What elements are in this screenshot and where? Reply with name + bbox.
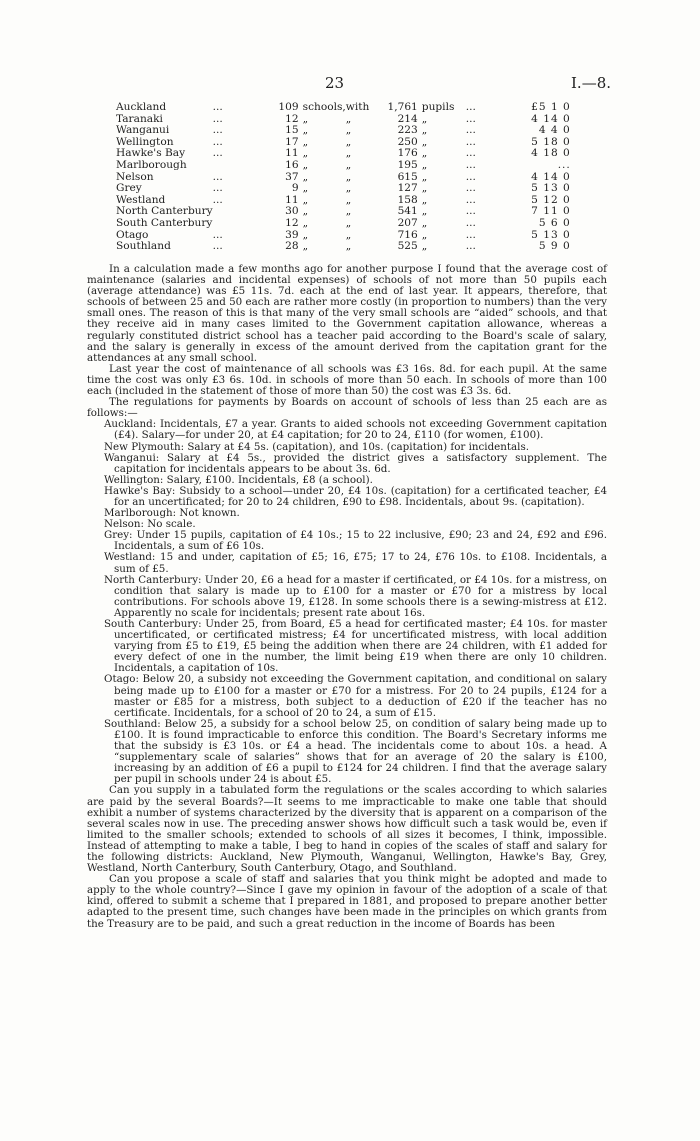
- leader-dots: ...: [212, 101, 223, 113]
- leader-dots: ...: [465, 216, 476, 229]
- pupils-word: „: [421, 182, 428, 195]
- district-name: Auckland: [116, 101, 167, 113]
- school-count: 11: [285, 147, 299, 160]
- pupil-count: 207: [397, 216, 418, 229]
- pupils-word: „: [421, 170, 428, 183]
- school-count: 15: [285, 124, 299, 137]
- cost-per-pupil: 7 11 0: [531, 205, 571, 218]
- leader-dots: ...: [465, 182, 476, 195]
- paragraph-question-tabulated: Can you supply in a tabulated form the regulations or the scales according to which salaries are paid by the several Boards?—It seems to me impracticable to make one table that should exhibit a number of systems characterized by the diversity that is apparent on a comparison of the several scales now in use. The preceding answer shows how difficult such a task would be, even if limited to the smaller schools; extended to schools of all sizes it becomes, I think, impossible. Instead of attempting to make a table, I beg to hand in copies of the scales of staff and salary for the following districts: Auckland, New Plymouth, Wanganui, Wellington, Hawke's Bay, Grey, Westland, North Canterbury, South Canterbury, Otago, and Southland.: [87, 784, 607, 875]
- pupil-count: 158: [397, 193, 418, 206]
- school-count: 17: [285, 135, 299, 148]
- pupils-word: „: [421, 216, 428, 229]
- leader-dots: ...: [212, 193, 223, 206]
- table-row: [116, 218, 571, 230]
- leader-dots: ...: [212, 112, 223, 125]
- leader-dots: ...: [212, 228, 223, 241]
- with-word: „: [345, 158, 352, 171]
- leader-dots: ...: [212, 135, 223, 148]
- table-row: [116, 183, 571, 195]
- schools-word: „: [302, 124, 309, 137]
- schools-word: „: [302, 158, 309, 171]
- pupils-word: „: [421, 135, 428, 148]
- table-row: [116, 160, 571, 172]
- document-reference: I.—8.: [571, 74, 612, 92]
- pupil-count: 127: [397, 182, 418, 195]
- pupil-count: 250: [397, 135, 418, 148]
- leader-dots: [213, 218, 265, 230]
- pupil-count: 1,761: [387, 101, 418, 113]
- regulation-item: Wanganui: Salary at £4 5s., provided the district gives a satisfactory supplement. The capitation for incidentals appears to be about 3s. 6d.: [104, 451, 607, 475]
- with-word: „: [345, 182, 352, 195]
- regulation-item: South Canterbury: Under 25, from Board, £5 a head for certificated master; £4 10s. for master uncertificated, or certificated mistress; £4 for uncertificated mistress, with local addition varying from £5 to £19, £5 being the addition when there are 24 children, with £1 added for every defect of one in the number, the limit being £19 when there are only 10 children. Incidentals, a capitation of 10s.: [104, 618, 607, 675]
- district-name: Westland: [116, 193, 166, 206]
- schools-word: „: [302, 205, 309, 218]
- paragraph-average-cost: In a calculation made a few months ago for another purpose I found that the average cost of maintenance (salaries and incidental expenses) of schools of not more than 50 pupils each (average attendance) was £5 11s. 7d. each at the end of last year. It appears, therefore, that schools of between 25 and 50 each are rather more costly (in proportion to numbers) than the very small ones. The reason of this is that many of the very small schools are “aided” schools, and that they receive aid in many cases limited to the Government capitation allowance, whereas a regularly constituted district school has a teacher paid according to the Board's scale of salary, and the salary is generally in excess of the amount derived from the capitation grant for the attendances at any small school.: [87, 263, 607, 364]
- leader-dots: ...: [465, 101, 476, 113]
- regulation-item: Grey: Under 15 pupils, capitation of £4 10s.; 15 to 22 inclusive, £90; 23 and 24, £92 and £96. Incidentals, a sum of £6 10s.: [104, 529, 607, 553]
- body-text: [87, 264, 607, 930]
- district-name: Otago: [116, 228, 149, 241]
- school-count: 12: [285, 216, 299, 229]
- with-word: „: [345, 216, 352, 229]
- pupil-count: 223: [397, 124, 418, 137]
- regulation-item: Otago: Below 20, a subsidy not exceeding the Government capitation, and conditional on salary being made up to £100 for a master or £70 for a mistress. For 20 to 24 pupils, £124 for a master or £85 for a mistress, both subject to a deduction of £20 if the teacher has no certificate. Incidentals, for a school of 20 to 24, a sum of £15.: [104, 673, 607, 719]
- schools-word: „: [302, 112, 309, 125]
- district-name: Wanganui: [116, 124, 170, 137]
- pupils-word: „: [421, 158, 428, 171]
- cost-per-pupil: 4 18 0: [531, 147, 571, 160]
- leader-dots: ...: [465, 193, 476, 206]
- cost-per-pupil: 5 9 0: [538, 240, 571, 253]
- regulation-item: New Plymouth: Salary at £4 5s. (capitation), and 10s. (capitation) for incidentals.: [104, 440, 530, 453]
- pupils-word: „: [421, 228, 428, 241]
- pupils-word: „: [421, 112, 428, 125]
- schools-cost-table-body: [116, 102, 571, 253]
- with-word: with: [345, 101, 370, 113]
- with-word: „: [345, 112, 352, 125]
- school-count: 30: [285, 205, 299, 218]
- leader-dots: ...: [465, 205, 476, 218]
- with-word: „: [345, 240, 352, 253]
- cost-per-pupil: 4 4 0: [538, 124, 571, 137]
- leader-dots: [213, 206, 265, 218]
- schools-word: „: [302, 170, 309, 183]
- leader-dots: ...: [465, 170, 476, 183]
- leader-dots: ...: [212, 124, 223, 137]
- pupils-word: „: [421, 147, 428, 160]
- cost-per-pupil: 4 14 0: [531, 112, 571, 125]
- cost-per-pupil: 5 13 0: [531, 228, 571, 241]
- leader-dots: ...: [465, 228, 476, 241]
- with-word: „: [345, 124, 352, 137]
- schools-word: „: [302, 228, 309, 241]
- leader-dots: ...: [465, 124, 476, 137]
- district-name: Southland: [116, 240, 171, 253]
- table-row: [116, 114, 571, 126]
- regulation-item: Marlborough: Not known.: [104, 507, 240, 520]
- regulation-item: Southland: Below 25, a subsidy for a school below 25, on condition of salary being made up to £100. It is found impracticable to enforce this condition. The Board's Secretary informs me that the subsidy is £3 10s. or £4 a head. The incidentals come to about 10s. a head. A “supplementary scale of salaries” shows that for an average of 20 the salary is £100, increasing by an addition of £6 a pupil to £124 for 24 children. I find that the average salary per pupil in schools under 24 is about £5.: [104, 717, 607, 786]
- cost-per-pupil: 4 14 0: [531, 170, 571, 183]
- cost-per-pupil: 5 6 0: [538, 216, 571, 229]
- school-count: 37: [285, 170, 299, 183]
- with-word: „: [345, 228, 352, 241]
- schools-word: „: [302, 240, 309, 253]
- school-count: 12: [285, 112, 299, 125]
- pupils-word: „: [421, 124, 428, 137]
- schools-word: „: [302, 216, 309, 229]
- schools-word: „: [302, 135, 309, 148]
- paragraph-cost-maintenance: Last year the cost of maintenance of all schools was £3 16s. 8d. for each pupil. At the same time the cost was only £3 6s. 10d. in schools of more than 50 each. In schools of more than 100 each (included in the statement of those of more than 50) the cost was £3 3s. 6d.: [87, 362, 607, 398]
- school-count: 28: [285, 240, 299, 253]
- cost-per-pupil: 5 18 0: [531, 135, 571, 148]
- paragraph-regulations-intro: The regulations for payments by Boards on account of schools of less than 25 each are as follows:—: [87, 396, 607, 420]
- pupils-word: „: [421, 193, 428, 206]
- school-count: 16: [285, 158, 299, 171]
- schools-word: „: [302, 182, 309, 195]
- schools-cost-table: [116, 102, 571, 253]
- pupil-count: 195: [397, 158, 418, 171]
- leader-dots: [213, 160, 265, 172]
- schools-word: „: [302, 193, 309, 206]
- regulation-item: Wellington: Salary, £100. Incidentals, £8 (a school).: [104, 473, 373, 486]
- leader-dots: ...: [465, 135, 476, 148]
- regulation-item: Nelson: No scale.: [104, 518, 196, 531]
- regulation-item: North Canterbury: Under 20, £6 a head for a master if certificated, or £4 10s. for a mistress, on condition that salary is made up to £100 for a master or £70 for a mistress by local contributions. For schools above 19, £128. In some schools there is a sewing-mistress at £12. Apparently no scale for incidentals; present rate about 16s.: [104, 573, 607, 619]
- pupil-count: 176: [397, 147, 418, 160]
- leader-dots: ...: [465, 158, 476, 171]
- table-row: [116, 172, 571, 184]
- with-word: „: [345, 170, 352, 183]
- district-name: Marlborough: [116, 158, 187, 171]
- school-count: 9: [291, 182, 299, 195]
- leader-dots: ...: [212, 182, 223, 195]
- cost-per-pupil: 5 12 0: [531, 193, 571, 206]
- pupils-word: „: [421, 240, 428, 253]
- school-count: 39: [285, 228, 299, 241]
- regulations-list: [87, 419, 607, 785]
- district-name: North Canterbury: [116, 205, 213, 218]
- cost-per-pupil: ...: [557, 158, 571, 171]
- pupil-count: 214: [397, 112, 418, 125]
- district-name: Wellington: [116, 135, 174, 148]
- school-count: 11: [285, 193, 299, 206]
- leader-dots: ...: [212, 240, 223, 253]
- paragraph-question-scale: Can you propose a scale of staff and salaries that you think might be adopted and made to apply to the whole country?—Since I gave my opinion in favour of the adoption of a scale of that kind, offered to submit a scheme that I prepared in 1881, and proposed to prepare another better adapted to the present time, such changes have been made in the principles on which grants from the Treasury are to be paid, and such a great reduction in the income of Boards has been: [87, 873, 607, 930]
- pupil-count: 615: [397, 170, 418, 183]
- pupil-count: 716: [397, 228, 418, 241]
- district-name: Grey: [116, 182, 142, 195]
- table-row: [116, 125, 571, 137]
- table-row: [116, 230, 571, 242]
- district-name: Taranaki: [116, 112, 163, 125]
- regulation-item: Auckland: Incidentals, £7 a year. Grants to aided schools not exceeding Government capitation (£4). Salary—for under 20, at £4 capitation; for 20 to 24, £110 (for women, £100).: [104, 418, 607, 442]
- school-count: 109: [278, 101, 299, 113]
- leader-dots: ...: [465, 240, 476, 253]
- pupil-count: 541: [397, 205, 418, 218]
- regulation-item: Hawke's Bay: Subsidy to a school—under 20, £4 10s. (capitation) for a certificated teacher, £4 for an uncertificated; for 20 to 24 children, £90 to £98. Incidentals, about 9s. (capitation).: [104, 484, 607, 508]
- leader-dots: ...: [465, 147, 476, 160]
- cost-per-pupil: 5 13 0: [531, 182, 571, 195]
- table-row: [116, 241, 571, 253]
- with-word: „: [345, 147, 352, 160]
- leader-dots: ...: [212, 170, 223, 183]
- with-word: „: [345, 205, 352, 218]
- district-name: Nelson: [116, 170, 154, 183]
- pupils-word: pupils: [421, 101, 455, 113]
- cost-per-pupil: £5 1 0: [531, 101, 571, 113]
- regulation-item: Westland: 15 and under, capitation of £5; 16, £75; 17 to 24, £76 10s. to £108. Incidentals, a sum of £5.: [104, 551, 607, 575]
- pupils-word: „: [421, 205, 428, 218]
- district-name: South Canterbury: [116, 216, 213, 229]
- schools-word: schools,: [302, 101, 346, 113]
- table-row: [116, 102, 571, 114]
- with-word: „: [345, 193, 352, 206]
- pupil-count: 525: [397, 240, 418, 253]
- with-word: „: [345, 135, 352, 148]
- leader-dots: ...: [212, 147, 223, 160]
- page-number: 23: [325, 74, 345, 92]
- leader-dots: ...: [465, 112, 476, 125]
- district-name: Hawke's Bay: [116, 147, 186, 160]
- schools-word: „: [302, 147, 309, 160]
